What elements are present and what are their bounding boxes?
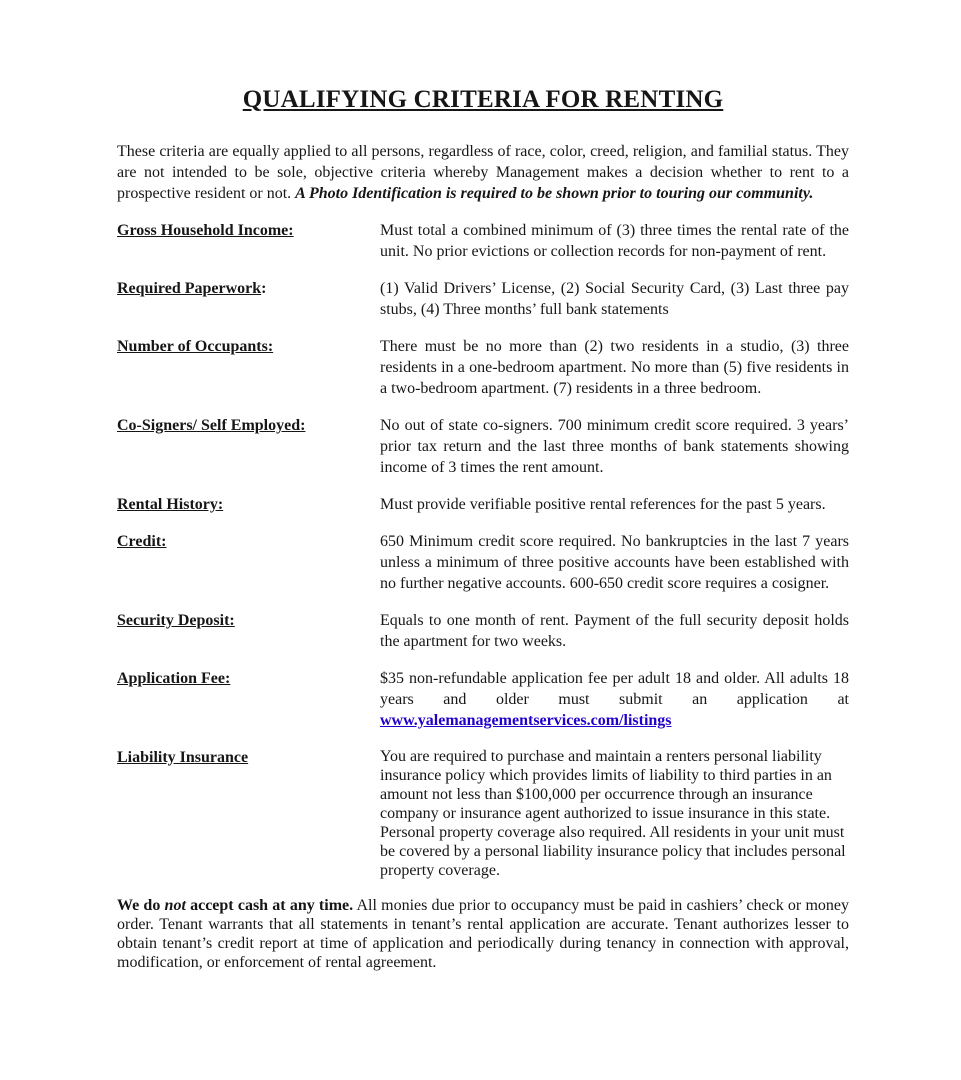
criteria-label-text: Security Deposit: (117, 612, 235, 629)
criteria-description-text: Equals to one month of rent. Payment of the full security deposit holds the apartment for two weeks. (380, 612, 849, 650)
footer-bold-prefix: We do (117, 897, 165, 914)
criteria-list (117, 220, 849, 880)
criteria-row (117, 668, 849, 731)
criteria-description-text: 650 Minimum credit score required. No bankruptcies in the last 7 years unless a minimum of three positive accounts have been established with no further negative accounts. 600-650 credit score requires a cosigner. (380, 533, 849, 592)
criteria-description-text: Must total a combined minimum of (3) three times the rental rate of the unit. No prior evictions or collection records for non-payment of rent. (380, 222, 849, 260)
criteria-label (117, 494, 380, 515)
intro-photo-id-notice: A Photo Identification is required to be shown prior to touring our community. (295, 185, 814, 202)
criteria-description (380, 668, 849, 731)
criteria-label-text: Co-Signers/ Self Employed: (117, 417, 306, 434)
intro-paragraph (117, 141, 849, 204)
criteria-label-text: Application Fee: (117, 670, 231, 687)
criteria-row (117, 278, 849, 320)
criteria-label-text: Gross Household Income: (117, 222, 294, 239)
criteria-label (117, 278, 380, 320)
criteria-label (117, 668, 380, 731)
criteria-description-text: There must be no more than (2) two residents in a studio, (3) three residents in a one-bedroom apartment. No more than (5) five residents in a two-bedroom apartment. (7) residents in a three bedroom. (380, 338, 849, 397)
intro-text: These criteria are equally applied to all persons, regardless of race, color, creed, religion, and familial status. They are not intended to be sole, objective criteria whereby Management makes a decision whether to rent to a prospective resident or not. (117, 143, 849, 202)
criteria-description (380, 531, 849, 594)
criteria-label (117, 336, 380, 399)
criteria-label-text: Number of Occupants: (117, 338, 274, 355)
criteria-description (380, 610, 849, 652)
criteria-description-text: No out of state co-signers. 700 minimum credit score required. 3 years’ prior tax return and the last three months of bank statements showing income of 3 times the rent amount. (380, 417, 849, 476)
criteria-label (117, 747, 380, 880)
criteria-description-text: You are required to purchase and maintain a renters personal liability insurance policy which provides limits of liability to third parties in an amount not less than $100,000 per occurrence through an insurance company or insurance agent authorized to issue insurance in this state. Personal property coverage also required. All residents in your unit must be covered by a personal liability insurance policy that includes personal property coverage. (380, 748, 846, 879)
criteria-description (380, 747, 849, 880)
criteria-row (117, 220, 849, 262)
criteria-label (117, 531, 380, 594)
criteria-row (117, 494, 849, 515)
criteria-description (380, 415, 849, 478)
criteria-row (117, 610, 849, 652)
page-title: QUALIFYING CRITERIA FOR RENTING (242, 86, 724, 113)
criteria-row (117, 415, 849, 478)
footer-bold-suffix: accept cash at any time. (185, 897, 354, 914)
footer-text: All monies due prior to occupancy must be paid in cashiers’ check or money order. Tenant warrants that all statements in tenant’s rental application are accurate. Tenant authorizes lesser to obtain tenant’s credit report at time of application and periodically during tenancy in connection with approval, modification, or enforcement of rental agreement. (117, 897, 849, 971)
footer-not-emphasis: not (164, 897, 186, 914)
criteria-label-suffix: : (261, 280, 267, 297)
criteria-label-text: Rental History: (117, 496, 224, 513)
criteria-description (380, 220, 849, 262)
criteria-label-text: Required Paperwork (117, 280, 262, 297)
criteria-description-text: $35 non-refundable application fee per adult 18 and older. All adults 18 years and older must submit an application at (380, 670, 849, 708)
application-listings-link[interactable]: www.yalemanagementservices.com/listings (380, 712, 672, 729)
criteria-row (117, 747, 849, 880)
criteria-description (380, 494, 849, 515)
criteria-label-text: Liability Insurance (117, 749, 249, 766)
criteria-row (117, 336, 849, 399)
criteria-label (117, 415, 380, 478)
criteria-label (117, 220, 380, 262)
criteria-description (380, 278, 849, 320)
criteria-label (117, 610, 380, 652)
criteria-label-text: Credit: (117, 533, 167, 550)
footer-no-cash-notice (117, 897, 353, 914)
criteria-description-text: (1) Valid Drivers’ License, (2) Social Security Card, (3) Last three pay stubs, (4) Three months’ full bank statements (380, 280, 849, 318)
criteria-description (380, 336, 849, 399)
criteria-description-text: Must provide verifiable positive rental references for the past 5 years. (380, 496, 826, 513)
criteria-row (117, 531, 849, 594)
footer-paragraph (117, 896, 849, 972)
